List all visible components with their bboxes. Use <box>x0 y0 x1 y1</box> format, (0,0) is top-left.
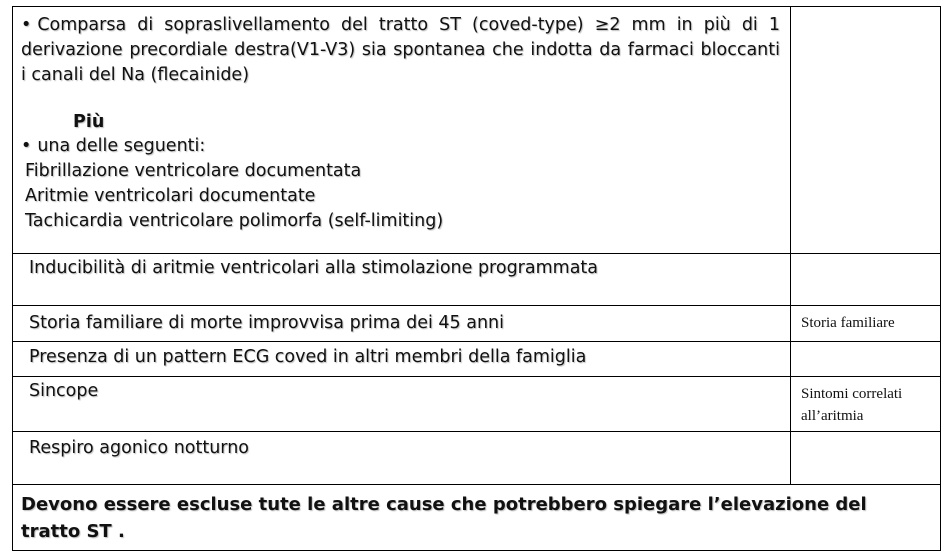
bullet: • <box>21 136 32 156</box>
note-cell <box>791 432 941 485</box>
note-cell: Sintomi correlati all’aritmia <box>791 377 941 432</box>
one-of-label: una delle seguenti: <box>37 136 206 156</box>
note-cell: Storia familiare <box>791 306 941 342</box>
note-cell <box>791 342 941 377</box>
note-cell <box>791 7 941 254</box>
table-row <box>13 7 941 254</box>
criterion-text: Storia familiare di morte improvvisa prima dei 45 anni <box>13 306 791 342</box>
main-criterion-text: Comparsa di sopraslivellamento del tratto ST (coved-type) ≥2 mm in più di 1 derivazione precordiale destra(V1-V3) sia spontanea che indotta da farmaci bloccanti i canali del Na (flecainide) <box>21 15 780 85</box>
list-item: Fibrillazione ventricolare documentata <box>25 161 362 181</box>
criterion-text: Sincope <box>13 377 791 432</box>
footer-note: Devono essere escluse tute le altre cause che potrebbero spiegare l’elevazione del tratto ST . <box>13 485 941 551</box>
table-row <box>13 306 941 342</box>
table-row <box>13 485 941 551</box>
note-cell <box>791 254 941 306</box>
table-row <box>13 432 941 485</box>
criterion-text: Inducibilità di aritmie ventricolari alla stimolazione programmata <box>13 254 791 306</box>
main-criterion-cell <box>13 7 791 254</box>
criteria-table <box>12 6 941 551</box>
list-item: Aritmie ventricolari documentate <box>25 186 316 206</box>
table-row <box>13 342 941 377</box>
list-item: Tachicardia ventricolare polimorfa (self-limiting) <box>25 211 444 231</box>
plus-label: Più <box>73 112 105 132</box>
bullet: • <box>21 15 32 35</box>
criterion-text: Presenza di un pattern ECG coved in altri membri della famiglia <box>13 342 791 377</box>
table-row <box>13 254 941 306</box>
table-row <box>13 377 941 432</box>
criterion-text: Respiro agonico notturno <box>13 432 791 485</box>
